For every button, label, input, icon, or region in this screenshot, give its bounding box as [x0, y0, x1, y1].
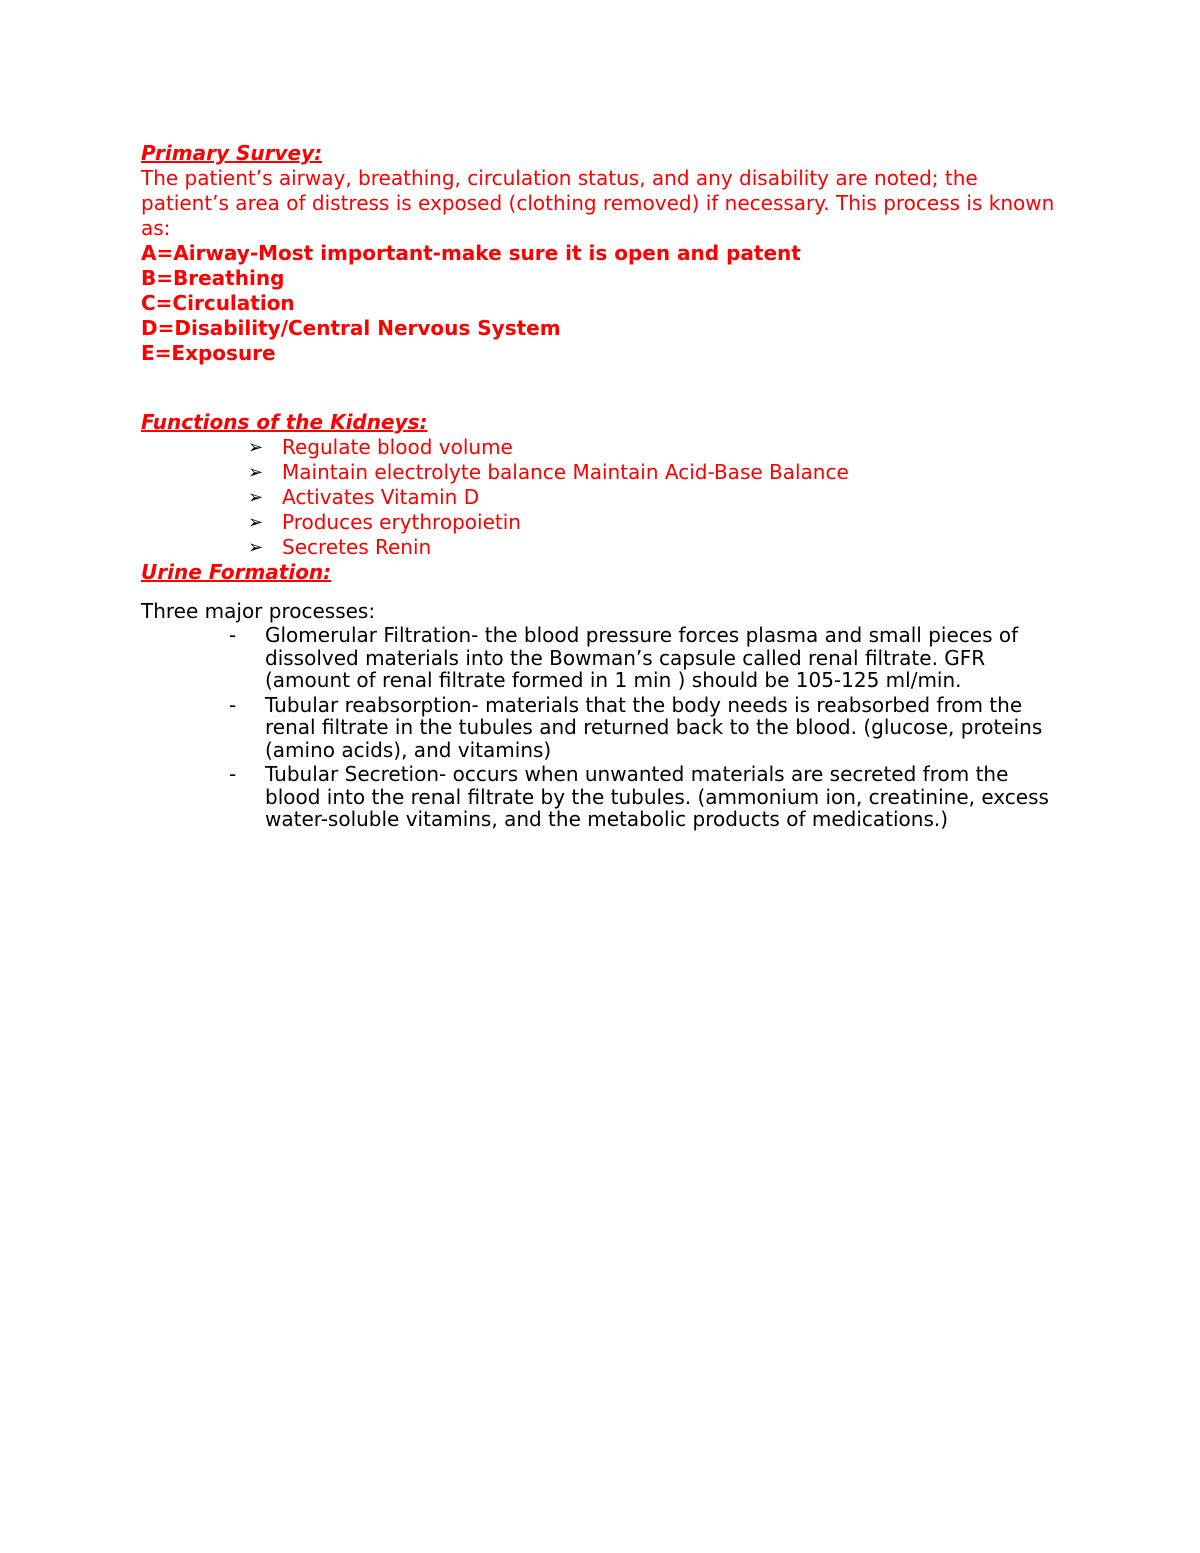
primary-survey-paragraph: The patient’s airway, breathing, circulation status, and any disability are noted; the patient’s area of distress is exposed (clothing removed) if necessary. This process is known as:: [141, 166, 1055, 240]
list-item: [248, 485, 1061, 510]
dash-bullet-icon: -: [229, 692, 237, 717]
list-item: [248, 510, 1061, 535]
list-item-text: Glomerular Filtration- the blood pressure forces plasma and small pieces of dissolved materials into the Bowman’s capsule called renal filtrate. GFR (amount of renal filtrate formed in 1 min ) should be 105-125 ml/min.: [265, 623, 1019, 692]
arrow-bullet-icon: ➢: [248, 437, 264, 458]
list-item: [248, 535, 1061, 560]
list-item: [248, 435, 1061, 460]
arrow-bullet-icon: ➢: [248, 512, 264, 533]
abcde-item-exposure: E=Exposure: [141, 341, 276, 365]
urine-processes-list: [141, 624, 1061, 831]
list-item: [229, 694, 1061, 762]
dash-bullet-icon: -: [229, 762, 237, 786]
list-item-text: Tubular Secretion- occurs when unwanted materials are secreted from the blood into the renal filtrate by the tubules. (ammonium ion, creatinine, excess water-soluble vitamins, and the metabolic products of medications.): [265, 762, 1049, 831]
abcde-item-disability: D=Disability/Central Nervous System: [141, 316, 561, 340]
list-item: [248, 460, 1061, 485]
arrow-bullet-icon: ➢: [248, 537, 264, 558]
kidney-functions-list: [141, 435, 1061, 560]
abcde-item-circulation: C=Circulation: [141, 291, 295, 315]
kidneys-heading: Functions of the Kidneys:: [141, 410, 428, 434]
arrow-bullet-icon: ➢: [248, 462, 264, 483]
abcde-item-breathing: B=Breathing: [141, 266, 285, 290]
list-item-text: Activates Vitamin D: [282, 485, 480, 509]
list-item: [229, 763, 1061, 831]
urine-formation-heading: Urine Formation:: [141, 560, 332, 584]
list-item: [229, 624, 1061, 692]
document-page: [141, 141, 1061, 833]
list-item-text: Secretes Renin: [282, 535, 432, 559]
dash-bullet-icon: -: [229, 623, 237, 647]
list-item-text: Produces erythropoietin: [282, 510, 521, 534]
abcde-list: [141, 241, 1061, 366]
list-item-text: Tubular reabsorption- materials that the body needs is reabsorbed from the renal filtrate in the tubules and returned back to the blood. (glucose, proteins (amino acids), and vitamins): [265, 692, 1043, 762]
primary-survey-heading: Primary Survey:: [141, 141, 323, 165]
arrow-bullet-icon: ➢: [248, 487, 264, 508]
list-item-text: Maintain electrolyte balance Maintain Acid-Base Balance: [282, 460, 849, 484]
abcde-item-airway: A=Airway-Most important-make sure it is open and patent: [141, 241, 801, 265]
urine-intro: Three major processes:: [141, 599, 376, 623]
list-item-text: Regulate blood volume: [282, 435, 513, 459]
